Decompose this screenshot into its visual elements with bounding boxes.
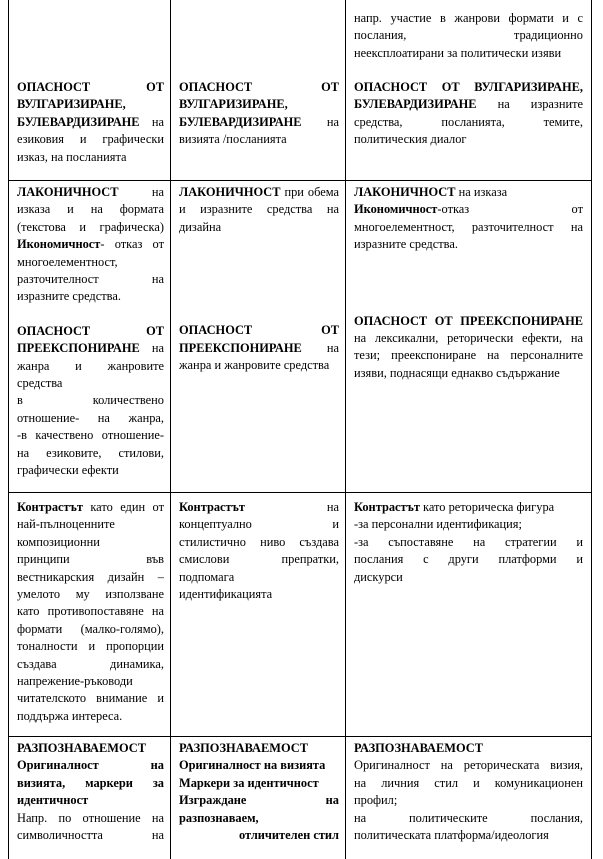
- table-border-col2: [345, 0, 346, 859]
- row4-col1-cell: РАЗПОЗНАВАЕМОСТ Оригиналност на визията, маркери за идентичност Напр. по отношение на символичността на: [17, 741, 164, 843]
- row1-col3-continuation: напр. участие в жанрови формати и с послания, традиционно неексплоатирани за политически изяви: [354, 11, 583, 60]
- row2-col1-cell: ЛАКОНИЧНОСТ на изказа и на формата (текстова и графическа) Икономичност- отказ от многоелементност, разточителност на изразните средства. ОПАСНОСТ ОТ ПРЕЕКСПОНИРАНЕ на жанра и жанровите средства в количествено отношение- на жанра, -в качествено отношение- на езиковите, стилови, графически ефекти: [17, 185, 164, 478]
- row1-col1-cell: ОПАСНОСТ ОТ ВУЛГАРИЗИРАНЕ, БУЛЕВАРДИЗИРАНЕ на езиковия и графически изказ, на посланията: [17, 80, 164, 164]
- row4-col3-cell: РАЗПОЗНАВАЕМОСТ Оригиналност на реторическата визия, на личния стил и комуникационен профил; на политическите послания, политическата платформа/идеология: [354, 741, 583, 843]
- row2-col2-cell: ЛАКОНИЧНОСТ при обема и изразните средства на дизайна ОПАСНОСТ ОТ ПРЕЕКСПОНИРАНЕ на жанра и жанровите средства: [179, 185, 339, 373]
- row4-col2-cell: РАЗПОЗНАВАЕМОСТ Оригиналност на визията Маркери за идентичност Изграждане на разпознаваем, отличителен стил: [179, 741, 339, 843]
- row-divider-3: [8, 736, 592, 737]
- table-border-left: [8, 0, 9, 859]
- row3-col3-cell: Контрастът като реторическа фигура -за персонални идентификация; -за съпоставяне на стратегии и послания с други платформи и дискурси: [354, 500, 583, 584]
- table-border-right: [591, 0, 592, 859]
- row3-col2-cell: Контрастът на концептуално и стилистично ниво създава смислови препратки, подпомага идентификацията: [179, 500, 339, 602]
- row1-col3-cell: ОПАСНОСТ ОТ ВУЛГАРИЗИРАНЕ, БУЛЕВАРДИЗИРАНЕ на изразните средства, посланията, темите, политическия диалог: [354, 80, 583, 147]
- row-divider-2: [8, 492, 592, 493]
- row-divider-1: [8, 180, 592, 181]
- row1-col2-cell: ОПАСНОСТ ОТ ВУЛГАРИЗИРАНЕ, БУЛЕВАРДИЗИРАНЕ на визията /посланията: [179, 80, 339, 147]
- row3-col1-cell: Контрастът като един от най-пълноценните композиционни принципи във вестникарския дизайн – умелото му използване като противопоставяне на формати (малко-голямо), тоналности и пропорции създава динамика, напрежение-ръководи читателското внимание и поддържа интереса.: [17, 500, 164, 723]
- row2-col3-cell: ЛАКОНИЧНОСТ на изказа Икономичност-отказ от многоелементност, разточителност на изразните средства. ОПАСНОСТ ОТ ПРЕЕКСПОНИРАНЕ на лексикални, реторически ефекти, на тези; преекспониране на персоналните изяви, поднасящи еднакво съдържание: [354, 185, 583, 380]
- table-border-col1: [170, 0, 171, 859]
